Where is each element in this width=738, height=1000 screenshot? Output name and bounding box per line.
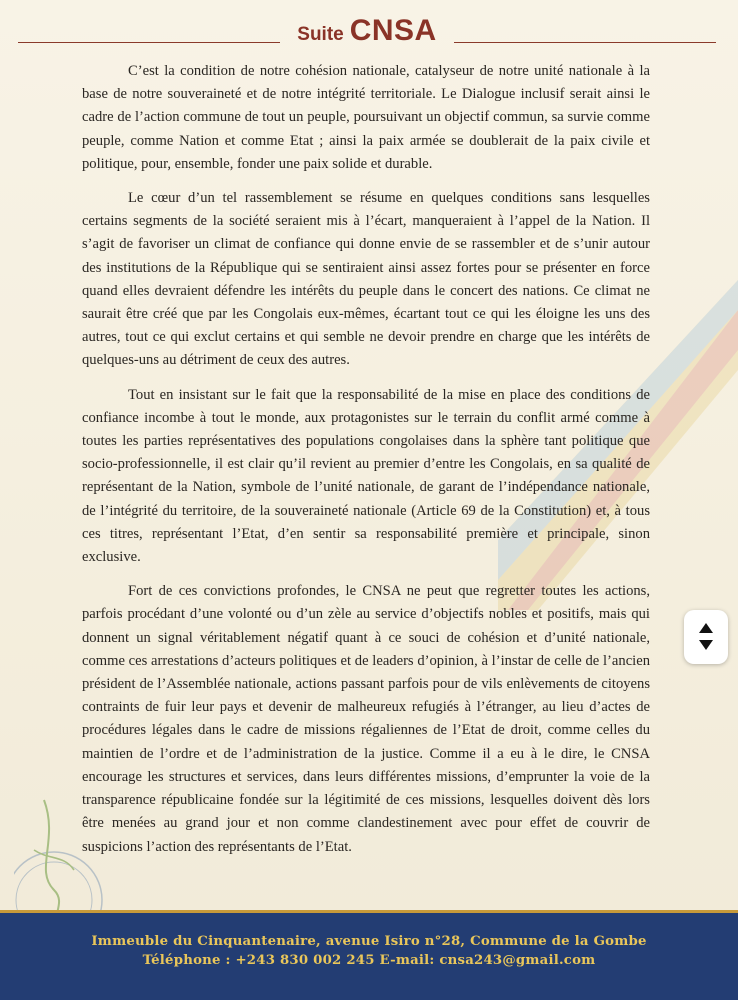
header-rule-right xyxy=(454,42,716,43)
page-title xyxy=(297,14,436,48)
article-body xyxy=(82,60,650,870)
paragraph: Tout en insistant sur le fait que la responsabilité de la mise en place des conditions de confiance incombe à tout le monde, aux protagonistes sur le terrain du conflit armé comme à toutes les parties représentatives des populations congolaises dans la sphère tant politique que socio-professionnelle, il est clair qu’il revient au premier d’entre les Congolais, en sa qualité de représentant de la Nation, symbole de l’unité nationale, de garant de l’indépendance nationale, de l’intégrité du territoire, de la souveraineté nationale (Article 69 de la Constitution) et, à tous ces titres, représentant l’Etat, d’en sentir sa responsabilité première et principale, sinon exclusive. xyxy=(82,386,650,566)
scroll-control[interactable] xyxy=(684,610,728,664)
title-prefix: Suite xyxy=(297,24,344,45)
title-main: CNSA xyxy=(349,14,437,47)
paragraph: C’est la condition de notre cohésion nationale, catalyseur de notre unité nationale à la base de notre souveraineté et de notre intégrité territoriale. Le Dialogue inclusif serait ainsi le cadre de l’action commune de tout un peuple, poursuivant un objectif commun, sa survie comme peuple, comme Nation et comme Etat ; ainsi la paix armée se doublerait de la paix civile et politique, pour, ensemble, fonder une paix solide et durable. xyxy=(82,63,650,172)
footer-address: Immeuble du Cinquantenaire, avenue Isiro n°28, Commune de la Gombe xyxy=(91,934,647,949)
triangle-up-icon[interactable] xyxy=(699,623,713,633)
paragraph: Le cœur d’un tel rassemblement se résume en quelques conditions sans lesquelles certains segments de la société seraient mis à l’écart, manqueraient à l’appel de la Nation. Il s’agit de favoriser un climat de confiance qui donne envie de se rassembler et de s’unir autour des institutions de la République qui se sentiraient ainsi assez fortes pour se présenter en force quand elles devraient défendre les intérêts du peuple dans le concert des nations. Ce climat ne saurait être créé que par les Congolais eux-mêmes, écartant tout ce qui les éloigne les uns des autres, tout ce qui exclut certains et qui semble ne devoir prendre en charge que les intérêts de quelques-uns au détriment de ceux des autres. xyxy=(82,190,650,369)
footer-stripe xyxy=(0,910,738,913)
page-footer xyxy=(0,910,738,1000)
triangle-down-icon[interactable] xyxy=(699,640,713,650)
paragraph: Fort de ces convictions profondes, le CNSA ne peut que regretter toutes les actions, parfois procédant d’une volonté ou d’un zèle au service d’objectifs nobles et positifs, mais qui donnent un signal véritablement négatif quant à ce souci de cohésion et d’unité nationale, comme ces arrestations d’acteurs politiques et de leaders d’opinion, à l’instar de celle de l’ancien président de l’Assemblée nationale, actions passant parfois pour de vils enlèvements de citoyens contraints de fuir leur pays et devenir de malheureux refugiés à l’étranger, au lieu d’actes de procédures légales dans le cadre de missions régaliennes de l’Etat de droit, comme celles du maintien de l’ordre et de l’administration de la justice. Comme il a eu à le dire, le CNSA encourage les structures et services, dans leurs différentes missions, d’emprunter la voie de la transparence républicaine fondée sur la légitimité de ces missions, lesquelles doivent dès lors être menées au grand jour et non comme clandestinement avec pour effet de couvrir de suspicions l’action des représentants de l’Etat. xyxy=(82,583,650,855)
page-header xyxy=(18,14,716,54)
footer-contact: Téléphone : +243 830 002 245 E-mail: cnsa243@gmail.com xyxy=(142,953,596,968)
header-rule-left xyxy=(18,42,280,43)
